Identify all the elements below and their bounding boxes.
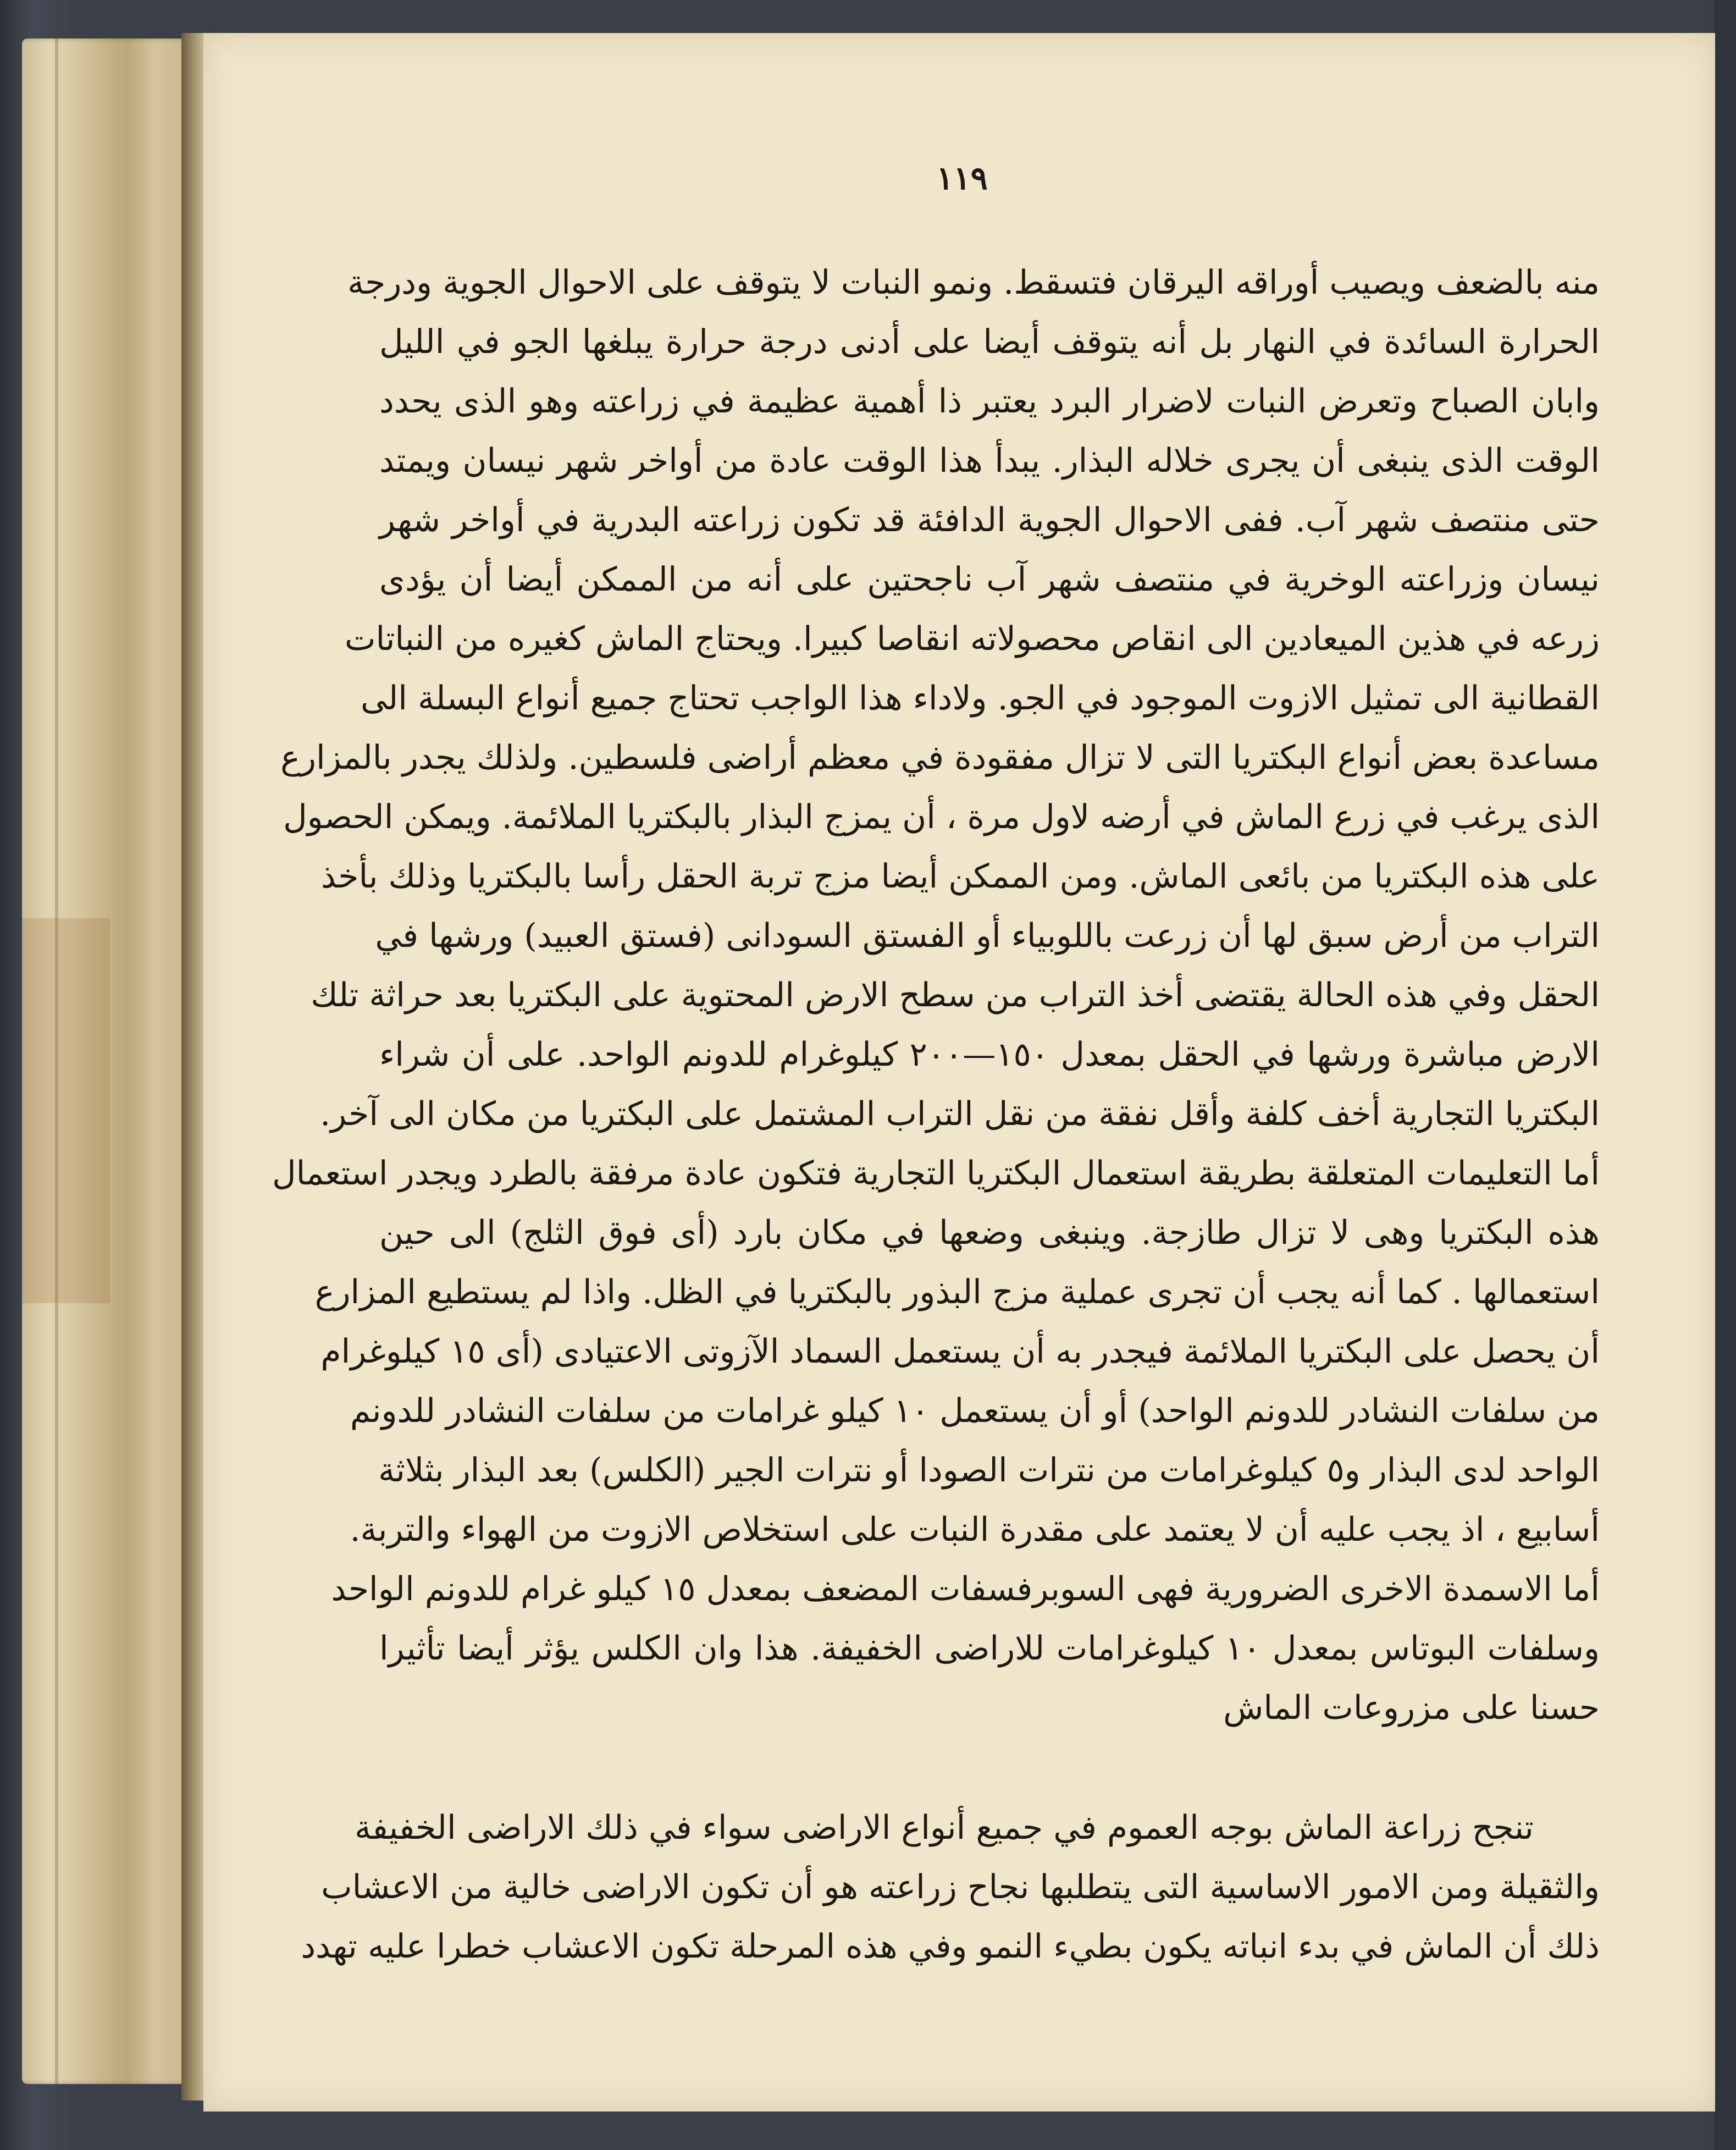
text-line: البكتريا التجارية أخف كلفة وأقل نفقة من نقل التراب المشتمل على البكتريا من مكان الى آخر.: [320, 1095, 1600, 1133]
text-line: حتى منتصف شهر آب. ففى الاحوال الجوية الدافئة قد تكون زراعته البدرية في أواخر شهر: [379, 501, 1600, 539]
text-line: الذى يرغب في زرع الماش في أرضه لاول مرة ، أن يمزج البذار بالبكتريا الملائمة. ويمكن الحصول: [283, 798, 1600, 836]
page-number-text: ١١٩: [936, 159, 988, 197]
book-page: [203, 33, 1715, 2112]
left-page-leaves: [22, 38, 198, 2084]
paragraph-gap: [379, 1738, 1600, 1798]
text-line: نيسان وزراعته الوخرية في منتصف شهر آب ناجحتين على أنه من الممكن أيضا أن يؤدى: [379, 560, 1600, 599]
text-line: ذلك أن الماش في بدء انباته يكون بطيء النمو وفي هذه المرحلة تكون الاعشاب خطرا عليه تهدد: [301, 1927, 1600, 1966]
text-line: مساعدة بعض أنواع البكتريا التى لا تزال مفقودة في معظم أراضى فلسطين. ولذلك يجدر بالمزارع: [280, 738, 1600, 777]
text-line: تنجح زراعة الماش بوجه العموم في جميع أنواع الاراضى سواء في ذلك الاراضى الخفيفة: [354, 1809, 1534, 1847]
text-line: التراب من أرض سبق لها أن زرعت باللوبياء أو الفستق السودانى (فستق العبيد) ورشها في: [375, 917, 1600, 955]
text-line: الحقل وفي هذه الحالة يقتضى أخذ التراب من سطح الارض المحتوية على البكتريا بعد حراثة تلك: [311, 976, 1600, 1015]
text-line: أن يحصل على البكتريا الملائمة فيجدر به أن يستعمل السماد الآزوتى الاعتيادى (أى ١٥ كيلوغرام: [320, 1332, 1600, 1371]
text-line: استعمالها . كما أنه يجب أن تجرى عملية مزج البذور بالبكتريا في الظل. واذا لم يستطيع المزارع: [314, 1273, 1600, 1311]
text-line: القطانية الى تمثيل الازوت الموجود في الجو. ولاداء هذا الواجب تحتاج جميع أنواع البسلة الى: [361, 679, 1600, 718]
text-line: حسنا على مزروعات الماش: [1223, 1689, 1600, 1727]
text-line: هذه البكتريا وهى لا تزال طازجة. وينبغى وضعها في مكان بارد (أى فوق الثلج) الى حين: [379, 1214, 1600, 1252]
text-line: والثقيلة ومن الامور الاساسية التى يتطلبها نجاح زراعته هو أن تكون الاراضى خالية من الاعشاب: [321, 1868, 1600, 1906]
page-number: [203, 159, 1715, 197]
text-line: الارض مباشرة ورشها في الحقل بمعدل ١٥٠—٢٠٠ كيلوغرام للدونم الواحد. على أن شراء: [379, 1035, 1600, 1074]
text-line: الوقت الذى ينبغى أن يجرى خلاله البذار. يبدأ هذا الوقت عادة من أواخر شهر نيسان ويمتد: [379, 442, 1600, 480]
text-line: أما التعليمات المتعلقة بطريقة استعمال البكتريا التجارية فتكون عادة مرفقة بالطرد ويجدر استعمال: [272, 1154, 1600, 1193]
text-line: وسلفات البوتاس بمعدل ١٠ كيلوغرامات للاراضى الخفيفة. هذا وان الكلس يؤثر أيضا تأثيرا: [379, 1629, 1600, 1668]
text-line: من سلفات النشادر للدونم الواحد) أو أن يستعمل ١٠ كيلو غرامات من سلفات النشادر للدونم: [350, 1392, 1600, 1430]
text-line: أما الاسمدة الاخرى الضرورية فهى السوبرفسفات المضعف بمعدل ١٥ كيلو غرام للدونم الواحد: [331, 1570, 1600, 1608]
text-line: منه بالضعف ويصيب أوراقه اليرقان فتسقط. ونمو النبات لا يتوقف على الاحوال الجوية ودرجة: [347, 263, 1600, 302]
page-text: [272, 253, 1600, 1976]
text-line: الواحد لدى البذار و٥ كيلوغرامات من نترات الصودا أو نترات الجير (الكلس) بعد البذار بثلاثة: [378, 1451, 1600, 1490]
text-line: وابان الصباح وتعرض النبات لاضرار البرد يعتبر ذا أهمية عظيمة في زراعته وهو الذى يحدد: [379, 382, 1600, 421]
text-line: على هذه البكتريا من بائعى الماش. ومن الممكن أيضا مزج تربة الحقل رأسا بالبكتريا وذلك بأخذ: [320, 857, 1600, 896]
text-line: أسابيع ، اذ يجب عليه أن لا يعتمد على مقدرة النبات على استخلاص الازوت من الهواء والتربة.: [350, 1510, 1600, 1549]
right-cover-edge: [1714, 0, 1736, 2150]
text-line: زرعه في هذين الميعادين الى انقاص محصولاته انقاصا كبيرا. ويحتاج الماش كغيره من النباتات: [344, 620, 1600, 658]
text-line: الحرارة السائدة في النهار بل أنه يتوقف أيضا على أدنى درجة حرارة يبلغها الجو في الليل: [379, 323, 1600, 361]
